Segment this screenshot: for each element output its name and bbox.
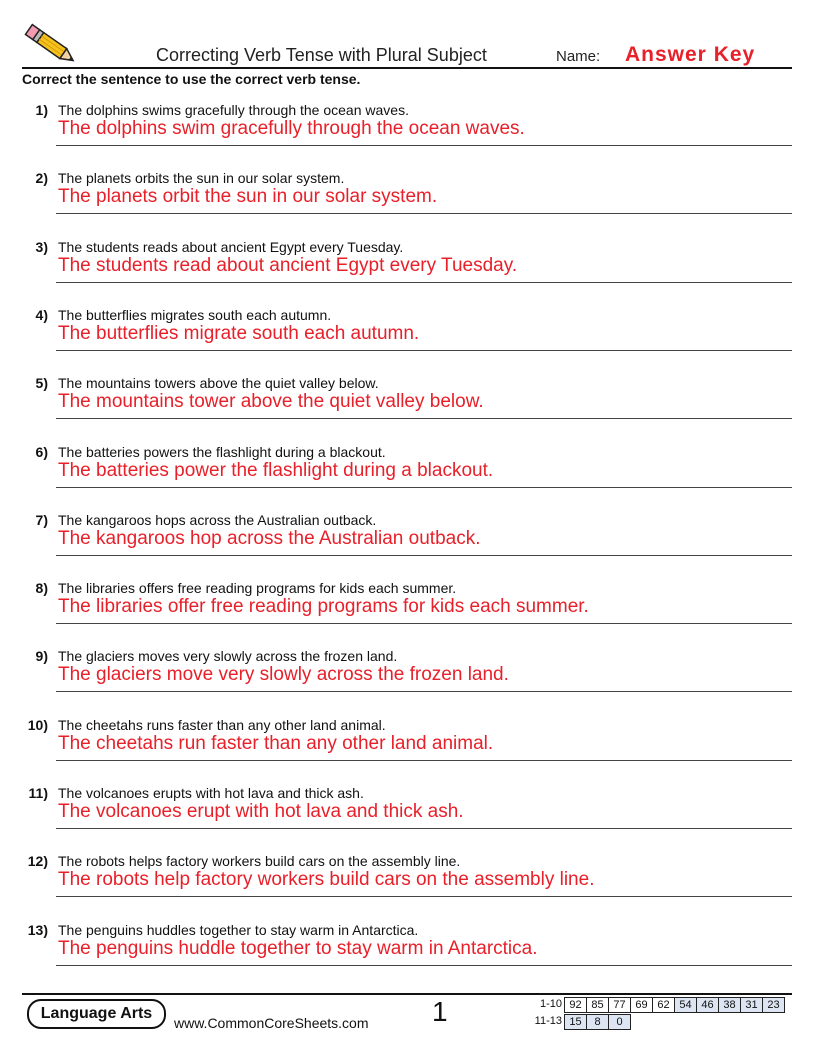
answer-line bbox=[56, 965, 792, 966]
problem-answer: The butterflies migrate south each autumn. bbox=[58, 322, 420, 344]
answer-line bbox=[56, 487, 792, 488]
problem-item bbox=[0, 444, 816, 512]
score-cell: 92 bbox=[565, 998, 587, 1013]
problem-answer: The students read about ancient Egypt every Tuesday. bbox=[58, 254, 518, 276]
answer-line bbox=[56, 282, 792, 283]
score-row bbox=[565, 1015, 631, 1030]
problem-question: The robots helps factory workers build cars on the assembly line. bbox=[58, 853, 461, 870]
problem-item bbox=[0, 580, 816, 648]
score-cell: 23 bbox=[763, 998, 785, 1013]
problem-number: 6) bbox=[35, 443, 48, 460]
problem-answer: The kangaroos hop across the Australian outback. bbox=[58, 527, 481, 549]
problem-number: 10) bbox=[27, 716, 48, 733]
answer-line bbox=[56, 350, 792, 351]
problem-number: 3) bbox=[35, 238, 48, 255]
problem-question: The volcanoes erupts with hot lava and thick ash. bbox=[58, 785, 364, 801]
answer-line bbox=[56, 623, 792, 624]
problem-question: The kangaroos hops across the Australian outback. bbox=[58, 511, 377, 528]
answer-line bbox=[56, 691, 792, 692]
problem-answer: The libraries offer free reading programs for kids each summer. bbox=[58, 596, 589, 618]
problem-question: The planets orbits the sun in our solar system. bbox=[58, 170, 345, 187]
worksheet-title: Correcting Verb Tense with Plural Subject bbox=[156, 45, 487, 65]
answer-line bbox=[56, 555, 792, 556]
problem-number: 11) bbox=[28, 785, 48, 801]
problem-answer: The penguins huddle together to stay warm in Antarctica. bbox=[58, 937, 538, 959]
problem-item bbox=[0, 717, 816, 785]
problem-item bbox=[0, 375, 816, 443]
problem-item bbox=[0, 170, 816, 238]
problem-number: 5) bbox=[35, 375, 48, 392]
score-range-label: 1-10 bbox=[539, 998, 562, 1010]
problem-number: 9) bbox=[35, 648, 48, 665]
problem-question: The glaciers moves very slowly across the frozen land. bbox=[58, 648, 398, 665]
page-number: 1 bbox=[432, 996, 448, 1027]
problem-item bbox=[0, 102, 816, 170]
problem-question: The butterflies migrates south each autumn. bbox=[58, 306, 332, 323]
problem-number: 1) bbox=[35, 102, 48, 118]
problem-question: The mountains towers above the quiet valley below. bbox=[58, 375, 379, 392]
answer-line bbox=[56, 145, 792, 146]
footer-divider bbox=[22, 993, 792, 995]
problem-item bbox=[0, 922, 816, 990]
score-cell: 38 bbox=[719, 998, 741, 1013]
score-table bbox=[564, 997, 785, 1013]
score-cell: 85 bbox=[587, 998, 609, 1013]
problem-item bbox=[0, 648, 816, 716]
score-range-label: 11-13 bbox=[534, 1015, 562, 1027]
problem-number: 4) bbox=[35, 306, 48, 323]
score-cell: 0 bbox=[609, 1015, 631, 1030]
answer-line bbox=[56, 896, 792, 897]
problem-item bbox=[0, 307, 816, 375]
score-cell: 31 bbox=[741, 998, 763, 1013]
answer-key-label: Answer Key bbox=[625, 43, 756, 66]
problem-item bbox=[0, 512, 816, 580]
score-row bbox=[565, 998, 785, 1013]
problem-answer: The robots help factory workers build cars on the assembly line. bbox=[58, 869, 595, 891]
pencil-icon bbox=[22, 22, 80, 68]
problem-answer: The planets orbit the sun in our solar system. bbox=[58, 186, 438, 208]
instructions: Correct the sentence to use the correct verb tense. bbox=[22, 71, 361, 87]
score-cell: 15 bbox=[565, 1015, 587, 1030]
subject-badge: Language Arts bbox=[27, 999, 166, 1029]
problem-question: The batteries powers the flashlight during a blackout. bbox=[58, 443, 386, 460]
problem-question: The dolphins swims gracefully through the ocean waves. bbox=[58, 102, 409, 118]
problem-question: The penguins huddles together to stay warm in Antarctica. bbox=[58, 921, 419, 938]
problem-number: 13) bbox=[27, 921, 48, 938]
header-divider bbox=[22, 67, 792, 69]
problem-answer: The dolphins swim gracefully through the ocean waves. bbox=[58, 118, 525, 139]
problem-item bbox=[0, 785, 816, 853]
website-url: www.CommonCoreSheets.com bbox=[174, 1015, 369, 1031]
problem-number: 12) bbox=[27, 853, 48, 870]
score-table bbox=[564, 1014, 631, 1030]
score-cell: 46 bbox=[697, 998, 719, 1013]
problem-question: The libraries offers free reading programs for kids each summer. bbox=[58, 580, 457, 597]
problem-question: The cheetahs runs faster than any other land animal. bbox=[58, 716, 386, 733]
answer-line bbox=[56, 213, 792, 214]
score-cell: 54 bbox=[675, 998, 697, 1013]
score-cell: 8 bbox=[587, 1015, 609, 1030]
score-cell: 69 bbox=[631, 998, 653, 1013]
problem-number: 2) bbox=[35, 170, 48, 187]
problem-number: 7) bbox=[35, 511, 48, 528]
problem-answer: The cheetahs run faster than any other land animal. bbox=[58, 732, 494, 754]
problem-number: 8) bbox=[35, 580, 48, 597]
problem-answer: The batteries power the flashlight during a blackout. bbox=[58, 459, 494, 481]
problem-question: The students reads about ancient Egypt every Tuesday. bbox=[58, 238, 404, 255]
answer-line bbox=[56, 828, 792, 829]
problem-answer: The glaciers move very slowly across the frozen land. bbox=[58, 664, 509, 686]
answer-line bbox=[56, 418, 792, 419]
score-cell: 62 bbox=[653, 998, 675, 1013]
score-cell: 77 bbox=[609, 998, 631, 1013]
problem-item bbox=[0, 853, 816, 921]
problem-answer: The volcanoes erupt with hot lava and thick ash. bbox=[58, 801, 464, 822]
problem-answer: The mountains tower above the quiet valley below. bbox=[58, 391, 484, 413]
problem-item bbox=[0, 239, 816, 307]
name-label: Name: bbox=[556, 48, 601, 65]
answer-line bbox=[56, 760, 792, 761]
